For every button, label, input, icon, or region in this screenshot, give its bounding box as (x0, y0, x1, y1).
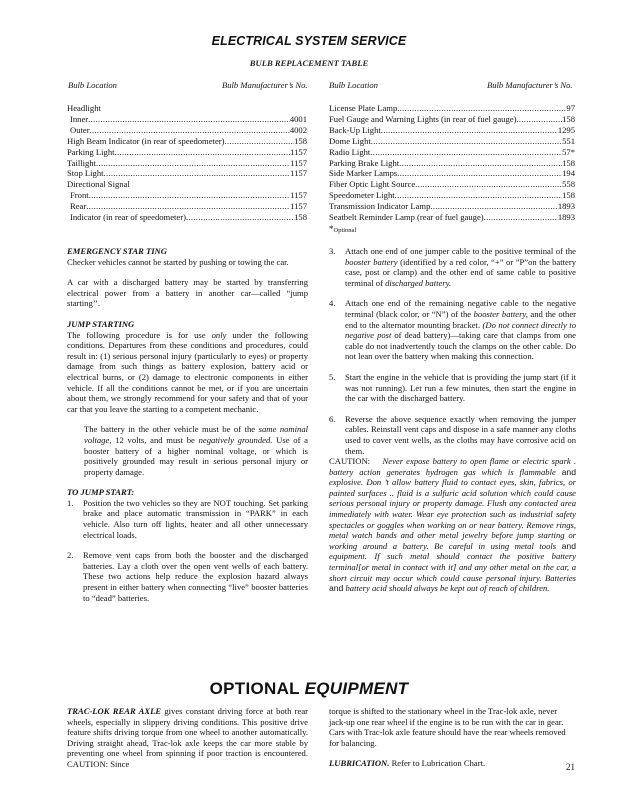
table-row: Fuel Gauge and Warning Lights (in rear of fuel gauge) ..... 158 (329, 114, 575, 125)
step-6: 6. Reverse the above sequence exactly when removing the jumper cables. Reinstall vent caps and dispose in a safe manner any cloths used to cover vent wells, as the cloths may have corrosive acid on them. (329, 413, 576, 456)
voltage-note: The battery in the other vehicle must be of the same nominal voltage, 12 volts, and must be negatively grounded. Use of a booster battery of a higher nominal voltage, or which is positively grounded may result in serious personal injury or property damage. (84, 424, 308, 477)
table-row: Dome Light ..... 551 (329, 136, 575, 147)
right-column (329, 246, 576, 594)
bulb-table-right (329, 103, 575, 237)
step-5: 5. Start the engine in the vehicle that is providing the jump start (if it was not running). Let run a few minutes, then start the engine in the car with the discharged battery. (329, 371, 576, 404)
left-column (67, 246, 308, 603)
table-row: License Plate Lamp ..... 97 (329, 103, 575, 114)
step-3: 3. Attach one end of one jumper cable to the positive terminal of the booster battery (identified by a red color, “+” or ”P”on the battery case, post or clamp) and the other end of same cable to positive terminal of discharged battery. (329, 246, 576, 288)
optional-equipment-title: OPTIONAL EQUIPMENT (209, 679, 409, 698)
table-row: Parking Brake Light ..... 158 (329, 158, 575, 169)
table-row: Headlight (67, 103, 101, 113)
page-title: ELECTRICAL SYSTEM SERVICE (211, 34, 407, 48)
col-header-location-right: Bulb Location (329, 80, 378, 90)
table-row: Taillight ..... 1157 (67, 158, 307, 169)
col-header-number-right: Bulb Manufacturer’s No. (487, 80, 573, 90)
traclok-continued (329, 706, 576, 769)
traclok-section (67, 706, 308, 770)
table-title: BULB REPLACEMENT TABLE (249, 58, 369, 68)
table-row: Directional Signal (67, 179, 130, 190)
table-row: Fiber Optic Light Source ..... 558 (329, 179, 575, 190)
lubrication-paragraph: LUBRICATION. Refer to Lubrication Chart. (329, 758, 486, 769)
jump-starting-p1: The following procedure is for use only under the following conditions. Departures from these conditions and procedures, could result in: (1) serious personal injury (particularly to eyes) or property damage from such things as battery explosion, battery acid or electrical burns, or (2) damage to electronic components in either vehicle. If all the conditions cannot be met, or if you are uncertain about them, we strongly recommend for your safety and that of your car that you leave the starting to a competent mechanic. (67, 329, 308, 414)
emergency-p2: A car with a discharged battery may be started by transferring electrical power from a battery in another car—called “jump starting’’. (67, 277, 308, 309)
col-header-location-left: Bulb Location (68, 80, 117, 90)
table-row: Speedometer Light ..... 158 (329, 190, 575, 201)
table-row: High Beam Indicator (in rear of speedometer) ..... 158 (67, 136, 307, 147)
table-row: Outer ..... 4002 (67, 125, 307, 136)
step-4: 4. Attach one end of the remaining negative cable to the negative terminal (black color, or “N”) of the booster battery, and the other end to the alternator mounting bracket. (Do not connect directly to negative post of dead battery)—taking care that clamps from one cable do not inadvertently touch the clamps on the other cable. Do not lean over the battery when making this connection. (329, 298, 576, 362)
bulb-table-left (67, 103, 307, 223)
traclok-paragraph: TRAC-LOK REAR AXLE gives constant driving force at both rear wheels, especially in slippery driving conditions. This positive drive feature shifts driving torque from one wheel to another automatically. Driving straight ahead, Trac-lok axle keeps the car more stable by preventing one wheel from spinning if poor traction is encountered. CAUTION: Since (67, 706, 308, 769)
table-row: Transmission Indicator Lamp ..... 1893 (329, 201, 575, 212)
emergency-p1: Checker vehicles cannot be started by pushing or towing the car. (67, 256, 289, 267)
table-row: Side Marker Lamps ..... 194 (329, 168, 575, 179)
step-2: 2. Remove vent caps from both the booster and the discharged batteries. Lay a cloth over the open vent wells of each battery. These two actions help reduce the explosion hazard always present in either battery when connecting “live” booster batteries to “dead” batteries. (67, 550, 308, 603)
table-row: Front ..... 1157 (67, 190, 307, 201)
page-number: 21 (566, 762, 575, 772)
step-1: 1. Position the two vehicles so they are NOT touching. Set parking brake and place automatic transmission in “PARK” in each vehicle. Also turn off lights, heater and all other unnecessary electrical loads. (67, 497, 308, 540)
table-row: Seatbelt Reminder Lamp (rear of fuel gauge) ..... 1893 (329, 212, 575, 223)
jump-starting-heading: JUMP STARTING (67, 318, 135, 329)
table-row: Rear ..... 1157 (67, 201, 307, 212)
table-row: Radio Light ..... 57* (329, 147, 575, 158)
table-row: Inner ..... 4001 (67, 114, 307, 125)
emergency-starting-heading: EMERGENCY STAR TING (67, 246, 167, 256)
caution-block: CAUTION: Never expose battery to open flame or electric spark . battery action generates hydrogen gas which is flammable and explosive. Don ’t allow battery fluid to contact eyes, skin, fabrics, or painted surfaces .. fluid is a sulfuric acid solution which could cause serious personal injury or property damage. Flush any contacted area immediately with water. Wear eye protection such as industrial safety spectacles or goggles when working on or near battery. Remove rings, metal watch bands and other metal jewelry before jump starting or working around a battery. Be careful in using metal tools and equipment. If such metal should contact the positive battery terminal[or metal in contact with it] and any other metal on the car, a short circuit may occur which could cause personal injury. Batteries and battery acid should always be kept out of reach of children. (329, 456, 576, 594)
table-row: Indicator (in rear of speedometer) ..... 158 (67, 212, 307, 223)
table-row: Back-Up Light ..... 1295 (329, 125, 575, 136)
table-row: Parking Light ..... 1157 (67, 147, 307, 158)
traclok-continued-paragraph: torque is shifted to the stationary wheel in the Trac-lok axle, never jack-up one rear wheel if the engine is to be run with the car in gear. Cars with Trac-lok axle feature should have the rear wheels removed for balancing. (329, 706, 566, 748)
col-header-number-left: Bulb Manufacturer’s No. (222, 80, 308, 90)
footnote: *Optional (329, 223, 357, 234)
to-jump-start-heading: TO JUMP START: (67, 487, 135, 498)
table-row: Stop Light ..... 1157 (67, 168, 307, 179)
